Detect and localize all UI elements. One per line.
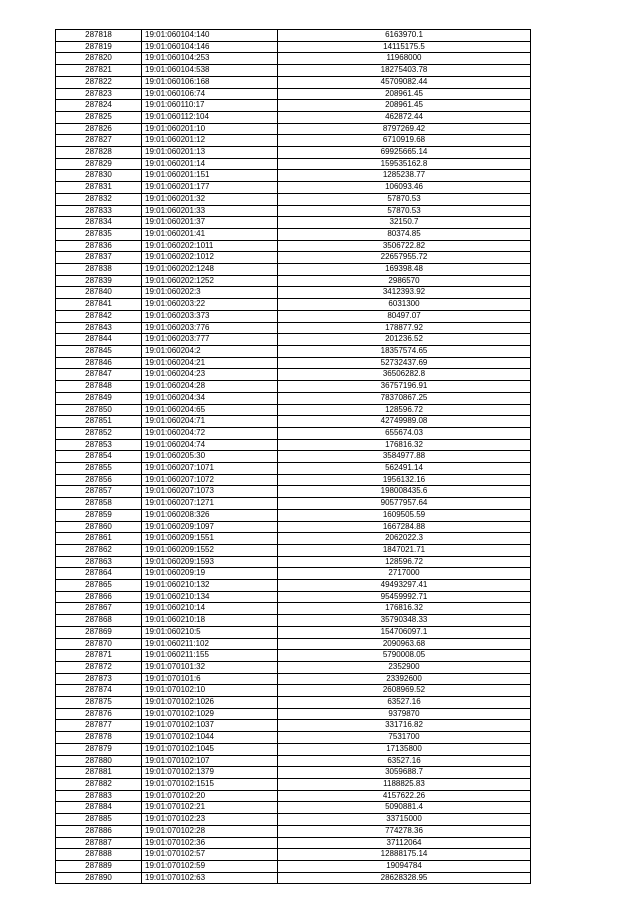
value-cell: 176816.32: [278, 439, 531, 451]
cadastral-number-cell: 19:01:060201:32: [142, 193, 278, 205]
table-row: [56, 310, 531, 322]
value-cell: 1667284.88: [278, 521, 531, 533]
table-row: [56, 720, 531, 732]
row-number-cell: 287867: [56, 603, 142, 615]
cadastral-number-cell: 19:01:060210:132: [142, 580, 278, 592]
row-number-cell: 287857: [56, 486, 142, 498]
table-row: [56, 111, 531, 123]
table-row: [56, 521, 531, 533]
table-row: [56, 755, 531, 767]
table-row: [56, 240, 531, 252]
cadastral-number-cell: 19:01:060211:155: [142, 650, 278, 662]
value-cell: 2986570: [278, 275, 531, 287]
table-row: [56, 345, 531, 357]
table-row: [56, 615, 531, 627]
value-cell: 37112064: [278, 837, 531, 849]
row-number-cell: 287827: [56, 135, 142, 147]
row-number-cell: 287846: [56, 357, 142, 369]
cadastral-number-cell: 19:01:060110:17: [142, 100, 278, 112]
cadastral-number-cell: 19:01:060204:23: [142, 369, 278, 381]
row-number-cell: 287844: [56, 334, 142, 346]
row-number-cell: 287841: [56, 299, 142, 311]
cadastral-number-cell: 19:01:070102:23: [142, 814, 278, 826]
table-row: [56, 100, 531, 112]
row-number-cell: 287821: [56, 65, 142, 77]
table-row: [56, 849, 531, 861]
table-row: [56, 334, 531, 346]
row-number-cell: 287856: [56, 474, 142, 486]
row-number-cell: 287822: [56, 76, 142, 88]
row-number-cell: 287836: [56, 240, 142, 252]
cadastral-number-cell: 19:01:060201:37: [142, 217, 278, 229]
value-cell: 32150.7: [278, 217, 531, 229]
row-number-cell: 287879: [56, 743, 142, 755]
cadastral-number-cell: 19:01:060201:14: [142, 158, 278, 170]
cadastral-number-cell: 19:01:060202:1012: [142, 252, 278, 264]
table-row: [56, 451, 531, 463]
cadastral-number-cell: 19:01:070102:63: [142, 872, 278, 884]
table-row: [56, 147, 531, 159]
table-row: [56, 416, 531, 428]
value-cell: 201236.52: [278, 334, 531, 346]
row-number-cell: 287862: [56, 544, 142, 556]
value-cell: 95459992.71: [278, 591, 531, 603]
value-cell: 462872.44: [278, 111, 531, 123]
value-cell: 2062022.3: [278, 533, 531, 545]
table-row: [56, 650, 531, 662]
table-row: [56, 580, 531, 592]
table-row: [56, 533, 531, 545]
value-cell: 159535162.8: [278, 158, 531, 170]
row-number-cell: 287884: [56, 802, 142, 814]
table-row: [56, 638, 531, 650]
cadastral-number-cell: 19:01:060202:1011: [142, 240, 278, 252]
value-cell: 36757196.91: [278, 381, 531, 393]
cadastral-number-cell: 19:01:060201:41: [142, 228, 278, 240]
table-row: [56, 779, 531, 791]
value-cell: 655674.03: [278, 427, 531, 439]
value-cell: 19094784: [278, 860, 531, 872]
row-number-cell: 287880: [56, 755, 142, 767]
cadastral-number-cell: 19:01:070102:10: [142, 685, 278, 697]
row-number-cell: 287823: [56, 88, 142, 100]
row-number-cell: 287824: [56, 100, 142, 112]
value-cell: 28628328.95: [278, 872, 531, 884]
cadastral-number-cell: 19:01:060202:1248: [142, 264, 278, 276]
table-row: [56, 591, 531, 603]
cadastral-number-cell: 19:01:060202:3: [142, 287, 278, 299]
row-number-cell: 287832: [56, 193, 142, 205]
cadastral-number-cell: 19:01:070102:1379: [142, 767, 278, 779]
cadastral-number-cell: 19:01:070102:1037: [142, 720, 278, 732]
table-row: [56, 369, 531, 381]
row-number-cell: 287886: [56, 825, 142, 837]
cadastral-number-cell: 19:01:060104:146: [142, 41, 278, 53]
value-cell: 63527.16: [278, 755, 531, 767]
value-cell: 42749989.08: [278, 416, 531, 428]
cadastral-number-cell: 19:01:060204:34: [142, 392, 278, 404]
row-number-cell: 287883: [56, 790, 142, 802]
value-cell: 3412393.92: [278, 287, 531, 299]
value-cell: 208961.45: [278, 88, 531, 100]
table-row: [56, 182, 531, 194]
value-cell: 14115175.5: [278, 41, 531, 53]
cadastral-number-cell: 19:01:060209:1593: [142, 556, 278, 568]
table-row: [56, 392, 531, 404]
row-number-cell: 287869: [56, 626, 142, 638]
table-row: [56, 205, 531, 217]
row-number-cell: 287855: [56, 463, 142, 475]
table-row: [56, 170, 531, 182]
row-number-cell: 287825: [56, 111, 142, 123]
table-row: [56, 439, 531, 451]
row-number-cell: 287859: [56, 509, 142, 521]
row-number-cell: 287868: [56, 615, 142, 627]
row-number-cell: 287877: [56, 720, 142, 732]
cadastral-number-cell: 19:01:060210:134: [142, 591, 278, 603]
cadastral-number-cell: 19:01:070102:20: [142, 790, 278, 802]
cadastral-number-cell: 19:01:060204:74: [142, 439, 278, 451]
value-cell: 2090963.68: [278, 638, 531, 650]
table-row: [56, 287, 531, 299]
value-cell: 128596.72: [278, 556, 531, 568]
cadastral-number-cell: 19:01:060201:12: [142, 135, 278, 147]
cadastral-number-cell: 19:01:060205:30: [142, 451, 278, 463]
value-cell: 80497.07: [278, 310, 531, 322]
value-cell: 6031300: [278, 299, 531, 311]
value-cell: 3506722.82: [278, 240, 531, 252]
value-cell: 52732437.69: [278, 357, 531, 369]
value-cell: 331716.82: [278, 720, 531, 732]
cadastral-number-cell: 19:01:060204:2: [142, 345, 278, 357]
cadastral-number-cell: 19:01:060204:21: [142, 357, 278, 369]
value-cell: 1188825.83: [278, 779, 531, 791]
value-cell: 63527.16: [278, 697, 531, 709]
cadastral-number-cell: 19:01:070102:1026: [142, 697, 278, 709]
table-row: [56, 498, 531, 510]
table-row: [56, 673, 531, 685]
value-cell: 11968000: [278, 53, 531, 65]
table-row: [56, 135, 531, 147]
table-row: [56, 53, 531, 65]
table-row: [56, 228, 531, 240]
cadastral-number-cell: 19:01:060209:1097: [142, 521, 278, 533]
value-cell: 7531700: [278, 732, 531, 744]
row-number-cell: 287874: [56, 685, 142, 697]
row-number-cell: 287866: [56, 591, 142, 603]
row-number-cell: 287871: [56, 650, 142, 662]
table-row: [56, 322, 531, 334]
value-cell: 8797269.42: [278, 123, 531, 135]
value-cell: 1956132.16: [278, 474, 531, 486]
value-cell: 2717000: [278, 568, 531, 580]
table-row: [56, 30, 531, 42]
value-cell: 36506282.8: [278, 369, 531, 381]
row-number-cell: 287864: [56, 568, 142, 580]
value-cell: 57870.53: [278, 193, 531, 205]
value-cell: 78370867.25: [278, 392, 531, 404]
value-cell: 1609505.59: [278, 509, 531, 521]
table-row: [56, 158, 531, 170]
value-cell: 57870.53: [278, 205, 531, 217]
value-cell: 774278.36: [278, 825, 531, 837]
row-number-cell: 287876: [56, 708, 142, 720]
cadastral-number-cell: 19:01:060201:10: [142, 123, 278, 135]
row-number-cell: 287840: [56, 287, 142, 299]
cadastral-number-cell: 19:01:060207:1071: [142, 463, 278, 475]
cadastral-number-cell: 19:01:060203:373: [142, 310, 278, 322]
row-number-cell: 287839: [56, 275, 142, 287]
table-row: [56, 603, 531, 615]
row-number-cell: 287865: [56, 580, 142, 592]
cadastral-number-cell: 19:01:060106:74: [142, 88, 278, 100]
cadastral-number-cell: 19:01:060207:1271: [142, 498, 278, 510]
cadastral-number-cell: 19:01:070102:1044: [142, 732, 278, 744]
cadastral-number-cell: 19:01:070101:32: [142, 661, 278, 673]
value-cell: 106093.46: [278, 182, 531, 194]
value-cell: 80374.85: [278, 228, 531, 240]
table-row: [56, 767, 531, 779]
data-sheet: [55, 29, 531, 884]
value-cell: 17135800: [278, 743, 531, 755]
table-body: [56, 30, 531, 884]
table-row: [56, 802, 531, 814]
row-number-cell: 287848: [56, 381, 142, 393]
table-row: [56, 661, 531, 673]
row-number-cell: 287843: [56, 322, 142, 334]
cadastral-number-cell: 19:01:060201:151: [142, 170, 278, 182]
cadastral-number-cell: 19:01:070102:107: [142, 755, 278, 767]
value-cell: 90577957.64: [278, 498, 531, 510]
row-number-cell: 287858: [56, 498, 142, 510]
table-row: [56, 708, 531, 720]
row-number-cell: 287847: [56, 369, 142, 381]
cadastral-number-cell: 19:01:070102:1045: [142, 743, 278, 755]
row-number-cell: 287850: [56, 404, 142, 416]
cadastral-number-cell: 19:01:060104:253: [142, 53, 278, 65]
cadastral-number-cell: 19:01:070102:1029: [142, 708, 278, 720]
cadastral-number-cell: 19:01:070102:28: [142, 825, 278, 837]
value-cell: 23392600: [278, 673, 531, 685]
value-cell: 154706097.1: [278, 626, 531, 638]
table-row: [56, 88, 531, 100]
table-row: [56, 357, 531, 369]
row-number-cell: 287878: [56, 732, 142, 744]
row-number-cell: 287887: [56, 837, 142, 849]
table-row: [56, 474, 531, 486]
row-number-cell: 287872: [56, 661, 142, 673]
value-cell: 18275403.78: [278, 65, 531, 77]
row-number-cell: 287873: [56, 673, 142, 685]
table-row: [56, 743, 531, 755]
cadastral-number-cell: 19:01:070102:59: [142, 860, 278, 872]
row-number-cell: 287830: [56, 170, 142, 182]
row-number-cell: 287818: [56, 30, 142, 42]
row-number-cell: 287852: [56, 427, 142, 439]
value-cell: 3584977.88: [278, 451, 531, 463]
value-cell: 169398.48: [278, 264, 531, 276]
row-number-cell: 287833: [56, 205, 142, 217]
cadastral-number-cell: 19:01:070101:6: [142, 673, 278, 685]
cadastral-number-cell: 19:01:060112:104: [142, 111, 278, 123]
value-cell: 18357574.65: [278, 345, 531, 357]
cadastral-number-cell: 19:01:060204:65: [142, 404, 278, 416]
table-row: [56, 732, 531, 744]
cadastral-value-table: [55, 29, 531, 884]
value-cell: 9379870: [278, 708, 531, 720]
table-row: [56, 427, 531, 439]
cadastral-number-cell: 19:01:070102:36: [142, 837, 278, 849]
row-number-cell: 287889: [56, 860, 142, 872]
table-row: [56, 697, 531, 709]
row-number-cell: 287854: [56, 451, 142, 463]
cadastral-number-cell: 19:01:060207:1073: [142, 486, 278, 498]
table-row: [56, 860, 531, 872]
value-cell: 1285238.77: [278, 170, 531, 182]
table-row: [56, 837, 531, 849]
value-cell: 12888175.14: [278, 849, 531, 861]
value-cell: 45709082.44: [278, 76, 531, 88]
value-cell: 6163970.1: [278, 30, 531, 42]
cadastral-number-cell: 19:01:060203:22: [142, 299, 278, 311]
table-row: [56, 123, 531, 135]
row-number-cell: 287890: [56, 872, 142, 884]
cadastral-number-cell: 19:01:070102:1515: [142, 779, 278, 791]
cadastral-number-cell: 19:01:060204:28: [142, 381, 278, 393]
cadastral-number-cell: 19:01:060207:1072: [142, 474, 278, 486]
row-number-cell: 287882: [56, 779, 142, 791]
value-cell: 22657955.72: [278, 252, 531, 264]
table-row: [56, 404, 531, 416]
cadastral-number-cell: 19:01:060210:5: [142, 626, 278, 638]
cadastral-number-cell: 19:01:060204:72: [142, 427, 278, 439]
row-number-cell: 287826: [56, 123, 142, 135]
table-row: [56, 556, 531, 568]
cadastral-number-cell: 19:01:060203:777: [142, 334, 278, 346]
row-number-cell: 287837: [56, 252, 142, 264]
row-number-cell: 287861: [56, 533, 142, 545]
cadastral-number-cell: 19:01:060104:140: [142, 30, 278, 42]
row-number-cell: 287853: [56, 439, 142, 451]
table-row: [56, 568, 531, 580]
row-number-cell: 287831: [56, 182, 142, 194]
row-number-cell: 287835: [56, 228, 142, 240]
table-row: [56, 626, 531, 638]
row-number-cell: 287870: [56, 638, 142, 650]
cadastral-number-cell: 19:01:060202:1252: [142, 275, 278, 287]
table-row: [56, 65, 531, 77]
table-row: [56, 275, 531, 287]
row-number-cell: 287819: [56, 41, 142, 53]
table-row: [56, 872, 531, 884]
row-number-cell: 287851: [56, 416, 142, 428]
table-row: [56, 463, 531, 475]
table-row: [56, 814, 531, 826]
table-row: [56, 790, 531, 802]
table-row: [56, 509, 531, 521]
value-cell: 208961.45: [278, 100, 531, 112]
value-cell: 35790348.33: [278, 615, 531, 627]
value-cell: 198008435.6: [278, 486, 531, 498]
row-number-cell: 287881: [56, 767, 142, 779]
value-cell: 4157622.26: [278, 790, 531, 802]
value-cell: 33715000: [278, 814, 531, 826]
row-number-cell: 287849: [56, 392, 142, 404]
row-number-cell: 287829: [56, 158, 142, 170]
value-cell: 176816.32: [278, 603, 531, 615]
cadastral-number-cell: 19:01:060201:13: [142, 147, 278, 159]
table-row: [56, 41, 531, 53]
cadastral-number-cell: 19:01:060209:1552: [142, 544, 278, 556]
cadastral-number-cell: 19:01:060208:326: [142, 509, 278, 521]
row-number-cell: 287860: [56, 521, 142, 533]
value-cell: 3059688.7: [278, 767, 531, 779]
value-cell: 178877.92: [278, 322, 531, 334]
value-cell: 69925665.14: [278, 147, 531, 159]
table-row: [56, 381, 531, 393]
table-row: [56, 76, 531, 88]
value-cell: 562491.14: [278, 463, 531, 475]
cadastral-number-cell: 19:01:060104:538: [142, 65, 278, 77]
row-number-cell: 287885: [56, 814, 142, 826]
row-number-cell: 287888: [56, 849, 142, 861]
value-cell: 49493297.41: [278, 580, 531, 592]
cadastral-number-cell: 19:01:060201:33: [142, 205, 278, 217]
value-cell: 128596.72: [278, 404, 531, 416]
cadastral-number-cell: 19:01:060204:71: [142, 416, 278, 428]
cadastral-number-cell: 19:01:060211:102: [142, 638, 278, 650]
row-number-cell: 287838: [56, 264, 142, 276]
cadastral-number-cell: 19:01:060106:168: [142, 76, 278, 88]
table-row: [56, 299, 531, 311]
cadastral-number-cell: 19:01:060210:14: [142, 603, 278, 615]
cadastral-number-cell: 19:01:070102:57: [142, 849, 278, 861]
table-row: [56, 193, 531, 205]
cadastral-number-cell: 19:01:070102:21: [142, 802, 278, 814]
table-row: [56, 252, 531, 264]
table-row: [56, 544, 531, 556]
value-cell: 2608969.52: [278, 685, 531, 697]
table-row: [56, 825, 531, 837]
row-number-cell: 287820: [56, 53, 142, 65]
value-cell: 2352900: [278, 661, 531, 673]
row-number-cell: 287828: [56, 147, 142, 159]
table-row: [56, 264, 531, 276]
row-number-cell: 287834: [56, 217, 142, 229]
row-number-cell: 287842: [56, 310, 142, 322]
table-row: [56, 217, 531, 229]
table-row: [56, 486, 531, 498]
value-cell: 6710919.68: [278, 135, 531, 147]
row-number-cell: 287845: [56, 345, 142, 357]
cadastral-number-cell: 19:01:060209:1551: [142, 533, 278, 545]
cadastral-number-cell: 19:01:060201:177: [142, 182, 278, 194]
value-cell: 1847021.71: [278, 544, 531, 556]
row-number-cell: 287875: [56, 697, 142, 709]
row-number-cell: 287863: [56, 556, 142, 568]
cadastral-number-cell: 19:01:060203:776: [142, 322, 278, 334]
cadastral-number-cell: 19:01:060210:18: [142, 615, 278, 627]
value-cell: 5790008.05: [278, 650, 531, 662]
table-row: [56, 685, 531, 697]
cadastral-number-cell: 19:01:060209:19: [142, 568, 278, 580]
value-cell: 5090881.4: [278, 802, 531, 814]
